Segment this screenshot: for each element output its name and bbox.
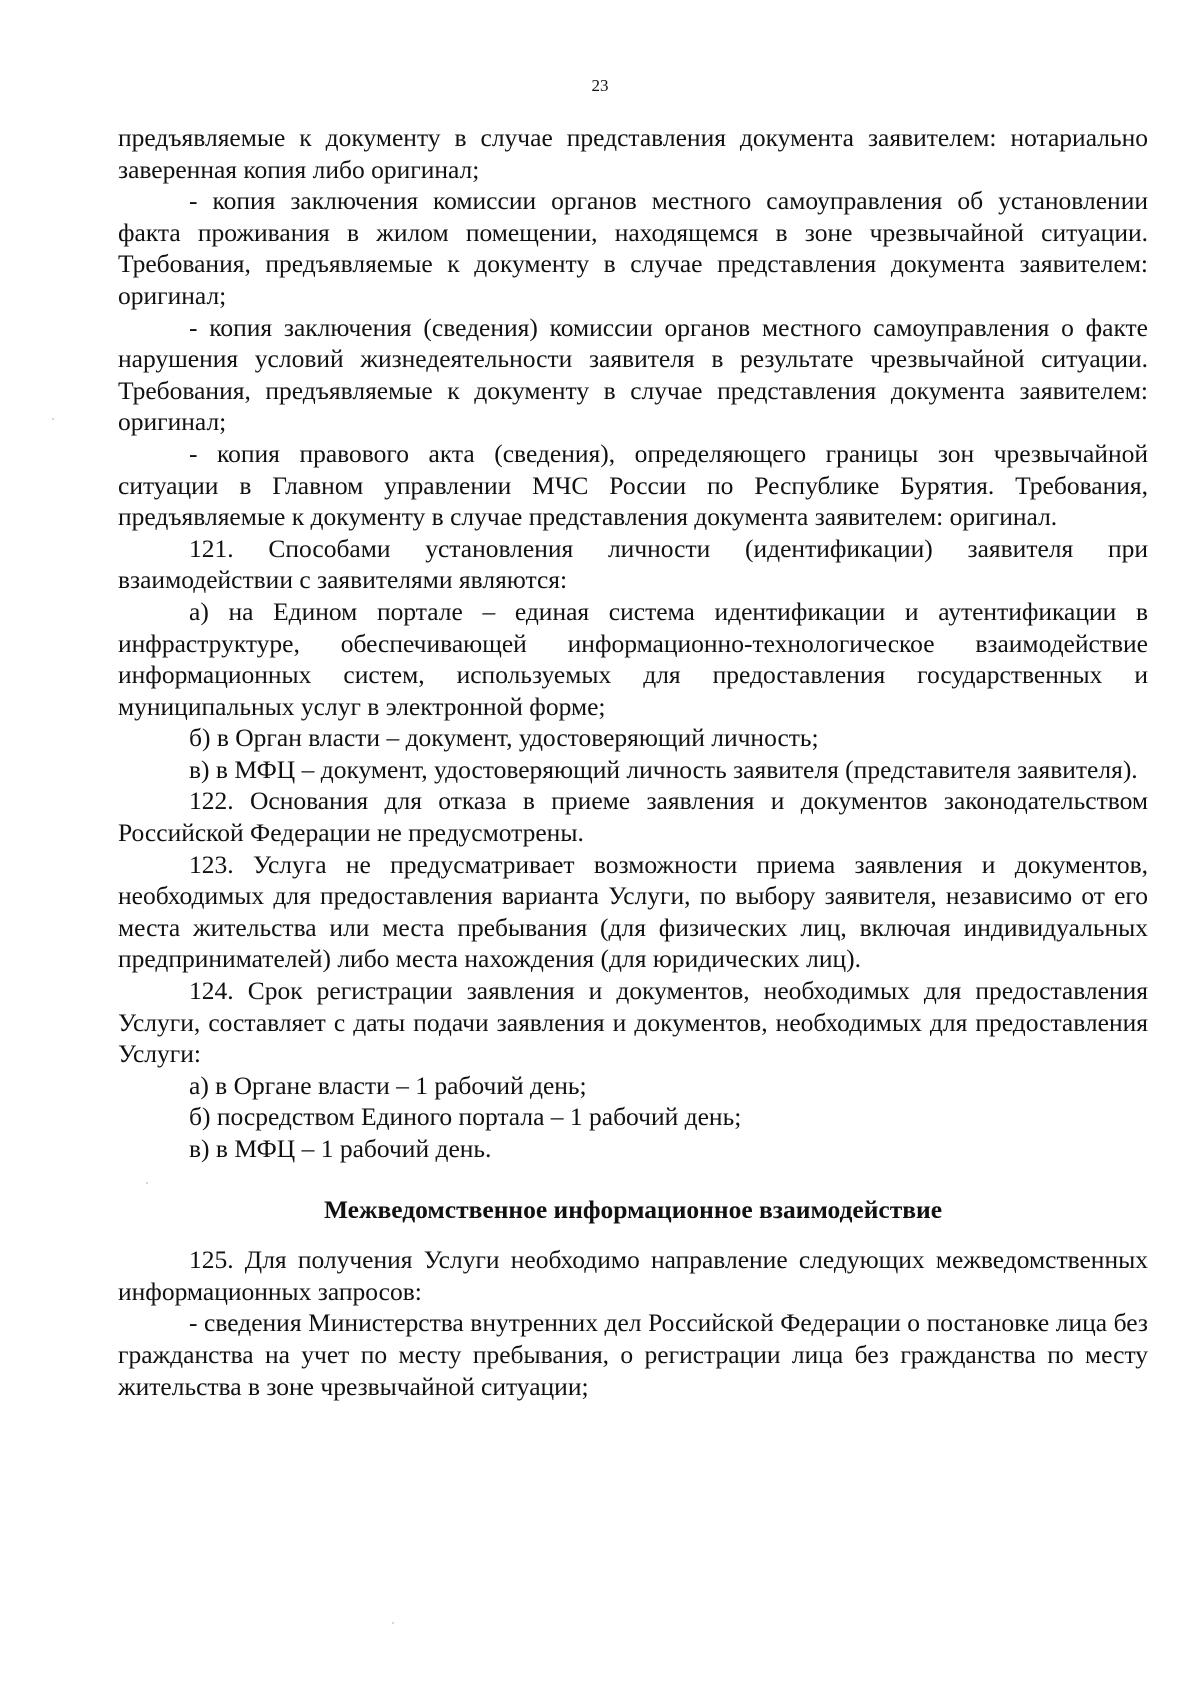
paragraph: в) в МФЦ – 1 рабочий день. <box>189 1134 492 1163</box>
scan-speck <box>52 418 54 420</box>
section-heading: Межведомственное информационное взаимодействие <box>323 1194 943 1224</box>
paragraph: - копия правового акта (сведения), определяющего границы зон чрезвычайной ситуации в Главном управлении МЧС России по Республике Бурятия. Требования, предъявляемые к документу в случае представления документа заявителем: оригинал. <box>118 438 1148 532</box>
paragraph: предъявляемые к документу в случае представления документа заявителем: нотариально заверенная копия либо оригинал; <box>118 123 1148 184</box>
paragraph: б) в Орган власти – документ, удостоверяющий личность; <box>189 723 819 753</box>
paragraph: 122. Основания для отказа в приеме заявления и документов законодательством Российской Федерации не предусмотрены. <box>118 786 1148 848</box>
paragraph: в) в МФЦ – документ, удостоверяющий личность заявителя (представителя заявителя). <box>189 754 1138 784</box>
paragraph: 121. Способами установления личности (идентификации) заявителя при взаимодействии с заявителями являются: <box>118 533 1148 595</box>
paragraph: - копия заключения (сведения) комиссии органов местного самоуправления о факте нарушения условий жизнедеятельности заявителя в результате чрезвычайной ситуации. Требования, предъявляемые к документу в случае представления документа заявителем: оригинал; <box>118 312 1148 437</box>
paragraph: б) посредством Единого портала – 1 рабочий день; <box>189 1102 742 1132</box>
paragraph: - копия заключения комиссии органов местного самоуправления об установлении факта проживания в жилом помещении, находящемся в зоне чрезвычайной ситуации. Требования, предъявляемые к документу в случае представления документа заявителем: оригинал; <box>118 186 1148 310</box>
paragraph: 125. Для получения Услуги необходимо направление следующих межведомственных информационных запросов: <box>118 1245 1148 1306</box>
paragraph: а) в Органе власти – 1 рабочий день; <box>189 1070 587 1100</box>
page-number: 23 <box>591 76 609 95</box>
scan-speck <box>392 1622 394 1624</box>
document-body <box>118 122 1148 1402</box>
paragraph: 124. Срок регистрации заявления и документов, необходимых для предоставления Услуги, составляет с даты подачи заявления и документов, необходимых для предоставления Услуги: <box>118 976 1148 1069</box>
paragraph: а) на Едином портале – единая система идентификации и аутентификации в инфраструктуре, обеспечивающей информационно-технологическое взаимодействие информационных систем, используемых для предоставления государственных и муниципальных услуг в электронной форме; <box>118 596 1148 721</box>
paragraph: - сведения Министерства внутренних дел Российской Федерации о постановке лица без гражданства на учет по месту пребывания, о регистрации лица без гражданства по месту жительства в зоне чрезвычайной ситуации; <box>118 1308 1148 1401</box>
scan-speck <box>146 1182 148 1184</box>
paragraph: 123. Услуга не предусматривает возможности приема заявления и документов, необходимых для предоставления варианта Услуги, по выбору заявителя, независимо от его места жительства или места пребывания (для физических лиц, включая индивидуальных предпринимателей) либо места нахождения (для юридических лиц). <box>118 849 1148 974</box>
